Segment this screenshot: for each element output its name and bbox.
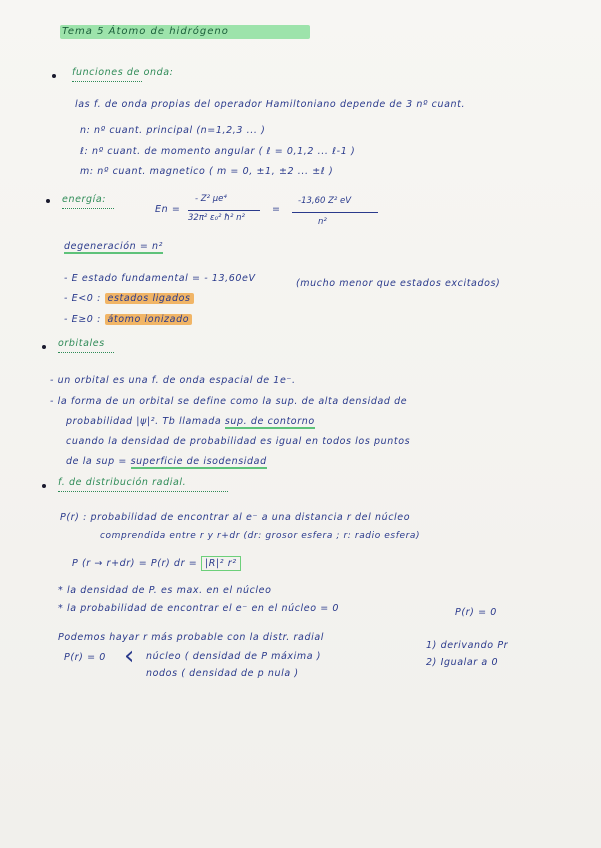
nodos-line: nodos ( densidad de p nula ): [146, 668, 299, 679]
pr-zero-note: P(r) = 0: [455, 607, 497, 618]
e-positive-prefix: - E≥0 :: [64, 314, 101, 325]
energy-denominator-2: n²: [318, 217, 327, 227]
funciones-line-m: m: nº cuant. magnetico ( m = 0, ±1, ±2 ... ±ℓ ): [80, 166, 334, 177]
distribucion-line-2: comprendida entre r y r+dr (dr: grosor esfera ; r: radio esfera): [100, 531, 421, 541]
energy-numerator-2: -13,60 Z² eV: [298, 196, 352, 206]
radial-expression: |R|² r²: [201, 556, 241, 571]
funciones-heading: funciones de onda:: [72, 67, 174, 78]
bullet: [42, 484, 46, 488]
left-brace-icon: ‹: [124, 641, 135, 671]
fraction-bar: [188, 210, 260, 211]
estados-ligados: estados ligados: [105, 293, 194, 304]
funciones-line-n: n: nº cuant. principal (n=1,2,3 ... ): [80, 125, 266, 136]
fundamental-line: - E estado fundamental = - 13,60eV: [64, 273, 256, 284]
energy-label: En =: [155, 204, 181, 215]
distribucion-heading: f. de distribución radial.: [58, 477, 187, 488]
energy-denominator-1: 32π² ε₀² ħ² n²: [188, 213, 245, 223]
orbitales-line-5: [66, 456, 267, 467]
heading-underline: [58, 349, 114, 353]
fundamental-note: (mucho menor que estados excitados): [296, 278, 501, 289]
page-title: Tema 5 Átomo de hidrógeno: [62, 26, 229, 37]
distribucion-line-3: [72, 558, 241, 569]
orbitales-line-4: cuando la densidad de probabilidad es igual en todos los puntos: [66, 436, 411, 447]
bullet: [52, 74, 56, 78]
star-note-1: * la densidad de P. es max. en el núcleo: [58, 585, 272, 596]
energy-numerator-1: - Z² μe⁴: [195, 194, 227, 204]
orbitales-line-1: - un orbital es una f. de onda espacial de 1e⁻.: [50, 375, 296, 386]
star-note-2: * la probabilidad de encontrar el e⁻ en el núcleo = 0: [58, 603, 340, 614]
degeneracion-line: [64, 241, 163, 252]
funciones-line-1: las f. de onda propias del operador Hamiltoniano depende de 3 nº cuant.: [75, 99, 466, 110]
distribucion-line-3a: P (r → r+dr) = P(r) dr =: [72, 558, 198, 569]
orbitales-line-5a: de la sup =: [66, 456, 127, 467]
fraction-bar: [292, 212, 378, 213]
step-1: 1) derivando Pr: [426, 640, 509, 651]
heading-underline: [62, 205, 114, 209]
e-positive-line: [64, 314, 192, 325]
bullet: [46, 199, 50, 203]
distribucion-line-1: P(r) : probabilidad de encontrar al e⁻ a una distancia r del núcleo: [60, 512, 411, 523]
e-negative-prefix: - E<0 :: [64, 293, 101, 304]
nucleo-line: núcleo ( densidad de P máxima ): [146, 651, 322, 662]
heading-underline: [72, 78, 142, 82]
orbitales-line-3a: probabilidad |ψ|². Tb llamada: [66, 416, 222, 427]
equals-sign: =: [272, 204, 281, 215]
degeneracion-text: degeneración = n²: [64, 241, 164, 252]
step-2: 2) Igualar a 0: [426, 657, 499, 668]
heading-underline: [58, 488, 228, 492]
podemos-line: Podemos hayar r más probable con la distr. radial: [58, 632, 324, 643]
orbitales-line-2: - la forma de un orbital se define como la sup. de alta densidad de: [50, 396, 408, 407]
bullet: [42, 345, 46, 349]
orbitales-heading: orbitales: [58, 338, 105, 349]
pr-zero-label: P(r) = 0: [64, 652, 106, 663]
superficie-isodensidad: superficie de isodensidad: [130, 456, 267, 467]
sup-contorno: sup. de contorno: [224, 416, 315, 427]
funciones-line-l: ℓ: nº cuant. de momento angular ( ℓ = 0,1,2 ... ℓ-1 ): [80, 146, 356, 157]
atomo-ionizado: átomo ionizado: [105, 314, 193, 325]
e-negative-line: [64, 293, 194, 304]
energia-heading: energía:: [62, 194, 107, 205]
orbitales-line-3: [66, 416, 315, 427]
